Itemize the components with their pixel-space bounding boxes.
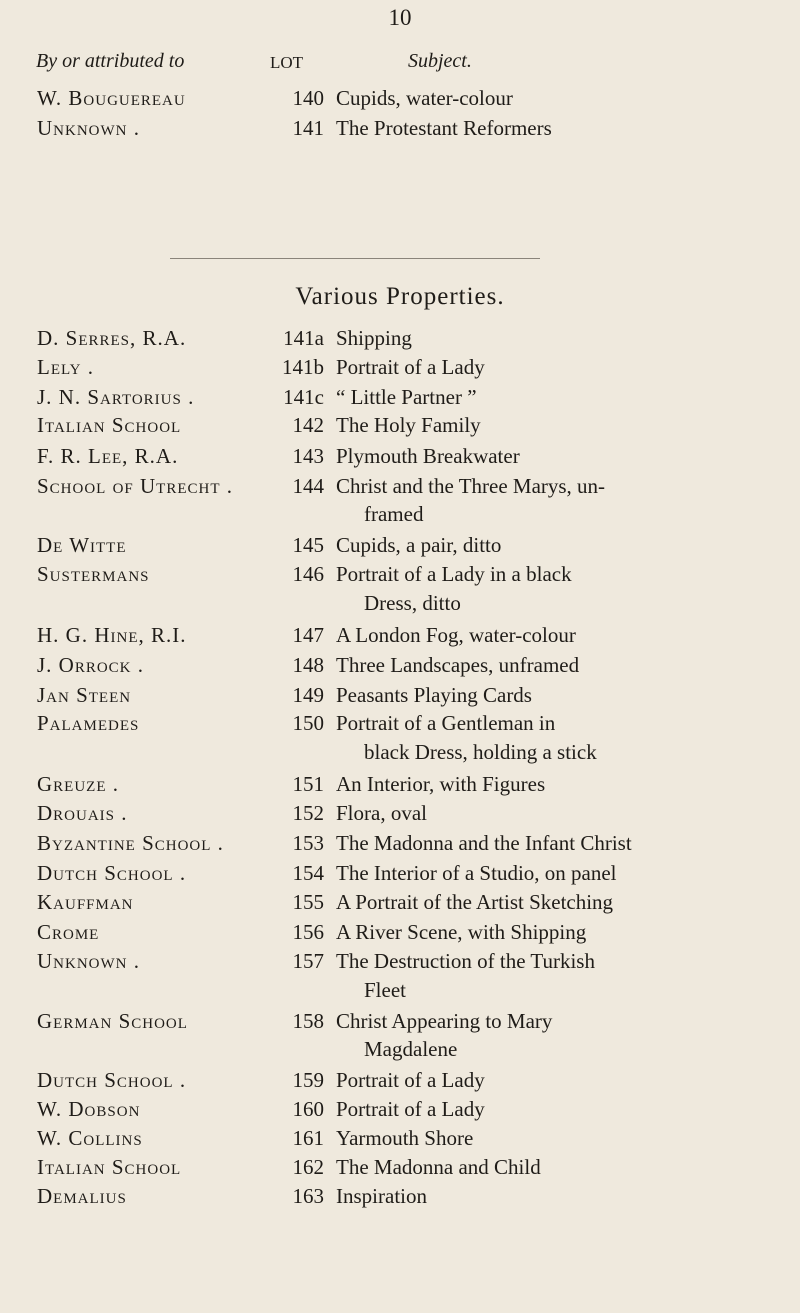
lot-number: 156 (292, 920, 324, 944)
lot-number: 141 (292, 116, 324, 140)
lot-subject: The Protestant Reformers (336, 116, 552, 140)
artist-name: Sustermans (37, 562, 150, 586)
lot-number: 143 (292, 444, 324, 468)
lot-subject: Flora, oval (336, 801, 427, 825)
subject-column-header: Subject. (408, 50, 472, 72)
lot-row (0, 326, 800, 356)
lot-subject: Three Landscapes, unframed (336, 653, 580, 677)
lot-subject: Portrait of a Lady (336, 1068, 485, 1092)
lot-number: 146 (292, 562, 324, 586)
artist-name: Jan Steen (37, 683, 132, 707)
lot-row (0, 385, 800, 415)
lot-row (0, 920, 800, 950)
lot-subject: Portrait of a Lady (336, 355, 485, 379)
lot-subject: Cupids, a pair, ditto (336, 533, 502, 557)
artist-name: Demalius (37, 1184, 127, 1208)
lot-row (0, 474, 800, 504)
lot-number: 151 (292, 772, 324, 796)
lot-row (0, 1184, 800, 1214)
lot-number: 154 (292, 861, 324, 885)
lot-row (0, 1009, 800, 1039)
lot-row (0, 1126, 800, 1156)
lot-number: 145 (292, 533, 324, 557)
lot-number: 140 (292, 86, 324, 110)
lot-row (0, 861, 800, 891)
lot-subject: Christ Appearing to Mary (336, 1009, 553, 1033)
lot-row (0, 890, 800, 920)
lot-row (0, 1068, 800, 1098)
artist-name: F. R. Lee, R.A. (37, 444, 179, 468)
artist-name: W. Dobson (37, 1097, 141, 1121)
lot-number: 141c (283, 385, 324, 409)
lot-number: 162 (292, 1155, 324, 1179)
lot-number: 142 (292, 413, 324, 437)
lot-subject-continuation: Magdalene (364, 1037, 458, 1061)
lot-row (0, 562, 800, 592)
lot-row (0, 355, 800, 385)
lot-subject: A River Scene, with Shipping (336, 920, 587, 944)
lot-subject: Portrait of a Gentleman in (336, 711, 556, 735)
lot-subject: The Destruction of the Turkish (336, 949, 595, 973)
artist-name: W. Collins (37, 1126, 143, 1150)
lot-row (0, 623, 800, 653)
artist-name: Unknown . (37, 949, 140, 973)
section-title: Various Properties. (295, 283, 505, 310)
divider (170, 258, 540, 259)
lot-row (0, 1097, 800, 1127)
lot-number: 152 (292, 801, 324, 825)
lot-number: 147 (292, 623, 324, 647)
artist-name: H. G. Hine, R.I. (37, 623, 187, 647)
page-number: 10 (388, 5, 412, 30)
lot-subject: Plymouth Breakwater (336, 444, 520, 468)
lot-subject: “ Little Partner ” (336, 385, 477, 409)
artist-column-header: By or attributed to (36, 50, 185, 72)
lot-row (0, 772, 800, 802)
lot-number: 161 (292, 1126, 324, 1150)
lot-subject: The Madonna and Child (336, 1155, 541, 1179)
lot-subject-continuation: Dress, ditto (364, 591, 461, 615)
lot-number: 144 (292, 474, 324, 498)
lot-row (0, 116, 800, 146)
lot-subject: Portrait of a Lady in a black (336, 562, 572, 586)
lot-number: 141a (283, 326, 324, 350)
artist-name: Italian School (37, 1155, 182, 1179)
lot-number: 150 (292, 711, 324, 735)
lot-number: 148 (292, 653, 324, 677)
artist-name: W. Bouguereau (37, 86, 186, 110)
artist-name: German School (37, 1009, 188, 1033)
lot-row (0, 801, 800, 831)
lot-subject-continuation: black Dress, holding a stick (364, 740, 597, 764)
artist-name: D. Serres, R.A. (37, 326, 187, 350)
artist-name: Drouais . (37, 801, 128, 825)
lot-subject: The Holy Family (336, 413, 481, 437)
lot-subject-continuation: framed (364, 502, 424, 526)
artist-name: Lely . (37, 355, 94, 379)
lot-subject: A London Fog, water-colour (336, 623, 576, 647)
artist-name: School of Utrecht . (37, 474, 234, 498)
lot-subject: The Madonna and the Infant Christ (336, 831, 632, 855)
artist-name: Kauffman (37, 890, 134, 914)
lot-row (0, 831, 800, 861)
lot-row (0, 683, 800, 713)
lot-number: 149 (292, 683, 324, 707)
artist-name: Dutch School . (37, 861, 187, 885)
artist-name: J. Orrock . (37, 653, 145, 677)
lot-row (0, 533, 800, 563)
lot-subject: Christ and the Three Marys, un- (336, 474, 606, 498)
lot-row (0, 711, 800, 741)
artist-name: Byzantine School . (37, 831, 224, 855)
lot-number: 159 (292, 1068, 324, 1092)
artist-name: Dutch School . (37, 1068, 187, 1092)
lot-number: 153 (292, 831, 324, 855)
lot-subject: Portrait of a Lady (336, 1097, 485, 1121)
lot-row (0, 444, 800, 474)
lot-subject: The Interior of a Studio, on panel (336, 861, 617, 885)
lot-row (0, 413, 800, 443)
lot-subject-continuation: Fleet (364, 978, 406, 1002)
lot-subject: Peasants Playing Cards (336, 683, 532, 707)
artist-name: Italian School (37, 413, 182, 437)
lot-subject: Inspiration (336, 1184, 427, 1208)
lot-subject: Cupids, water-colour (336, 86, 513, 110)
artist-name: Crome (37, 920, 100, 944)
lot-row (0, 1155, 800, 1185)
artist-name: J. N. Sartorius . (37, 385, 195, 409)
artist-name: Palamedes (37, 711, 140, 735)
lot-subject: A Portrait of the Artist Sketching (336, 890, 614, 914)
artist-name: Unknown . (37, 116, 140, 140)
lot-column-header: LOT (270, 53, 304, 72)
lot-row (0, 86, 800, 116)
lot-number: 141b (282, 355, 324, 379)
lot-number: 157 (292, 949, 324, 973)
lot-subject: An Interior, with Figures (336, 772, 546, 796)
lot-subject: Yarmouth Shore (336, 1126, 474, 1150)
lot-row (0, 949, 800, 979)
lot-subject: Shipping (336, 326, 412, 350)
lot-number: 160 (292, 1097, 324, 1121)
artist-name: Greuze . (37, 772, 119, 796)
lot-number: 158 (292, 1009, 324, 1033)
lot-row (0, 653, 800, 683)
artist-name: De Witte (37, 533, 127, 557)
lot-number: 155 (292, 890, 324, 914)
lot-number: 163 (292, 1184, 324, 1208)
